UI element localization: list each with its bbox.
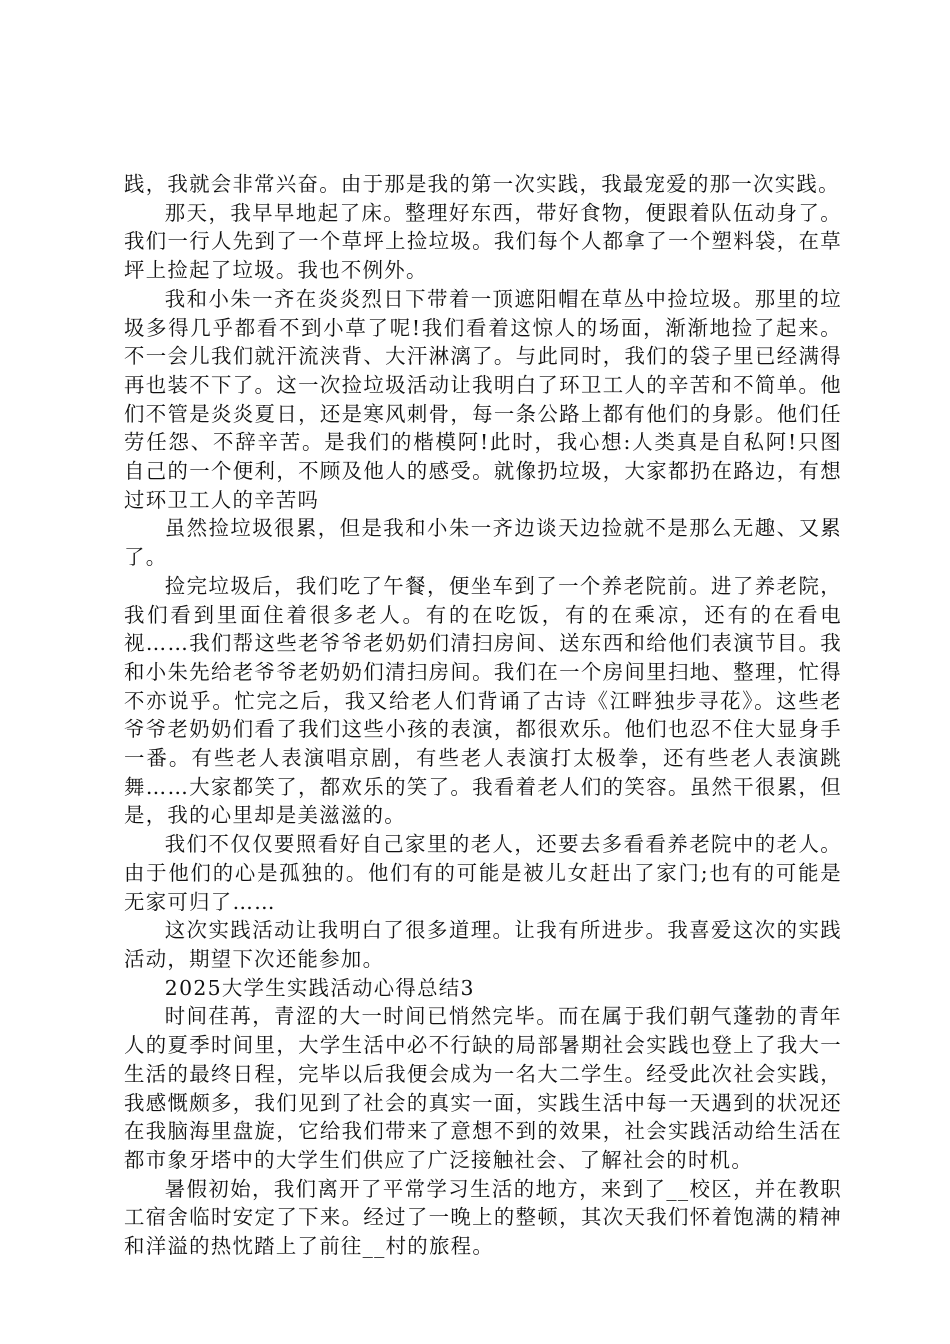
paragraph-1: 践，我就会非常兴奋。由于那是我的第一次实践，我最宠爱的那一次实践。 <box>124 172 840 196</box>
paragraph-9: 暑假初始，我们离开了平常学习生活的地方，来到了__校区，并在教职工宿舍临时安定了下来。经过了一晚上的整顿，其次天我们怀着饱满的精神和洋溢的热忱踏上了前往__村的旅程。 <box>124 1176 842 1259</box>
paragraph-4: 虽然捡垃圾很累，但是我和小朱一齐边谈天边捡就不是那么无趣、又累了。 <box>124 516 842 570</box>
document-body <box>124 170 842 1261</box>
section-heading: 2025大学生实践活动心得总结3 <box>164 975 475 1000</box>
paragraph-6: 我们不仅仅要照看好自己家里的老人，还要去多看看养老院中的老人。由于他们的心是孤独的。他们有的可能是被儿女赶出了家门;也有的可能是无家可归了…… <box>124 832 842 914</box>
paragraph-2: 那天，我早早地起了床。整理好东西，带好食物，便跟着队伍动身了。我们一行人先到了一个草坪上捡垃圾。我们每个人都拿了一个塑料袋，在草坪上捡起了垃圾。我也不例外。 <box>124 200 842 283</box>
paragraph-5: 捡完垃圾后，我们吃了午餐，便坐车到了一个养老院前。进了养老院，我们看到里面住着很多老人。有的在吃饭，有的在乘凉，还有的在看电视……我们帮这些老爷爷老奶奶们清扫房间、送东西和给他们表演节目。我和小朱先给老爷爷老奶奶们清扫房间。我们在一个房间里扫地、整理，忙得不亦说乎。忙完之后，我又给老人们背诵了古诗《江畔独步寻花》。这些老爷爷老奶奶们看了我们这些小孩的表演，都很欢乐。他们也忍不住大显身手一番。有些老人表演唱京剧，有些老人表演打太极拳，还有些老人表演跳舞……大家都笑了，都欢乐的笑了。我看着老人们的笑容。虽然干很累，但是，我的心里却是美滋滋的。 <box>124 573 842 828</box>
paragraph-8: 时间荏苒，青涩的大一时间已悄然完毕。而在属于我们朝气蓬勃的青年人的夏季时间里，大学生活中必不行缺的局部暑期社会实践也登上了我大一生活的最终日程，完毕以后我便会成为一名大二学生。经受此次社会实践，我感慨颇多，我们见到了社会的真实一面，实践生活中每一天遇到的状况还在我脑海里盘旋，它给我们带来了意想不到的效果，社会实践活动给生活在都市象牙塔中的大学生们供应了广泛接触社会、了解社会的时机。 <box>124 1004 842 1172</box>
paragraph-7: 这次实践活动让我明白了很多道理。让我有所进步。我喜爱这次的实践活动，期望下次还能参加。 <box>124 918 842 971</box>
paragraph-3: 我和小朱一齐在炎炎烈日下带着一顶遮阳帽在草丛中捡垃圾。那里的垃圾多得几乎都看不到小草了呢!我们看着这惊人的场面，渐渐地捡了起来。不一会儿我们就汗流浃背、大汗淋漓了。与此同时，我们的袋子里已经满得再也装不下了。这一次捡垃圾活动让我明白了环卫工人的辛苦和不简单。他们不管是炎炎夏日，还是寒风刺骨，每一条公路上都有他们的身影。他们任劳任怨、不辞辛苦。是我们的楷模阿!此时，我心想:人类真是自私阿!只图自己的一个便利，不顾及他人的感受。就像扔垃圾，大家都扔在路边，有想过环卫工人的辛苦吗 <box>124 286 842 512</box>
